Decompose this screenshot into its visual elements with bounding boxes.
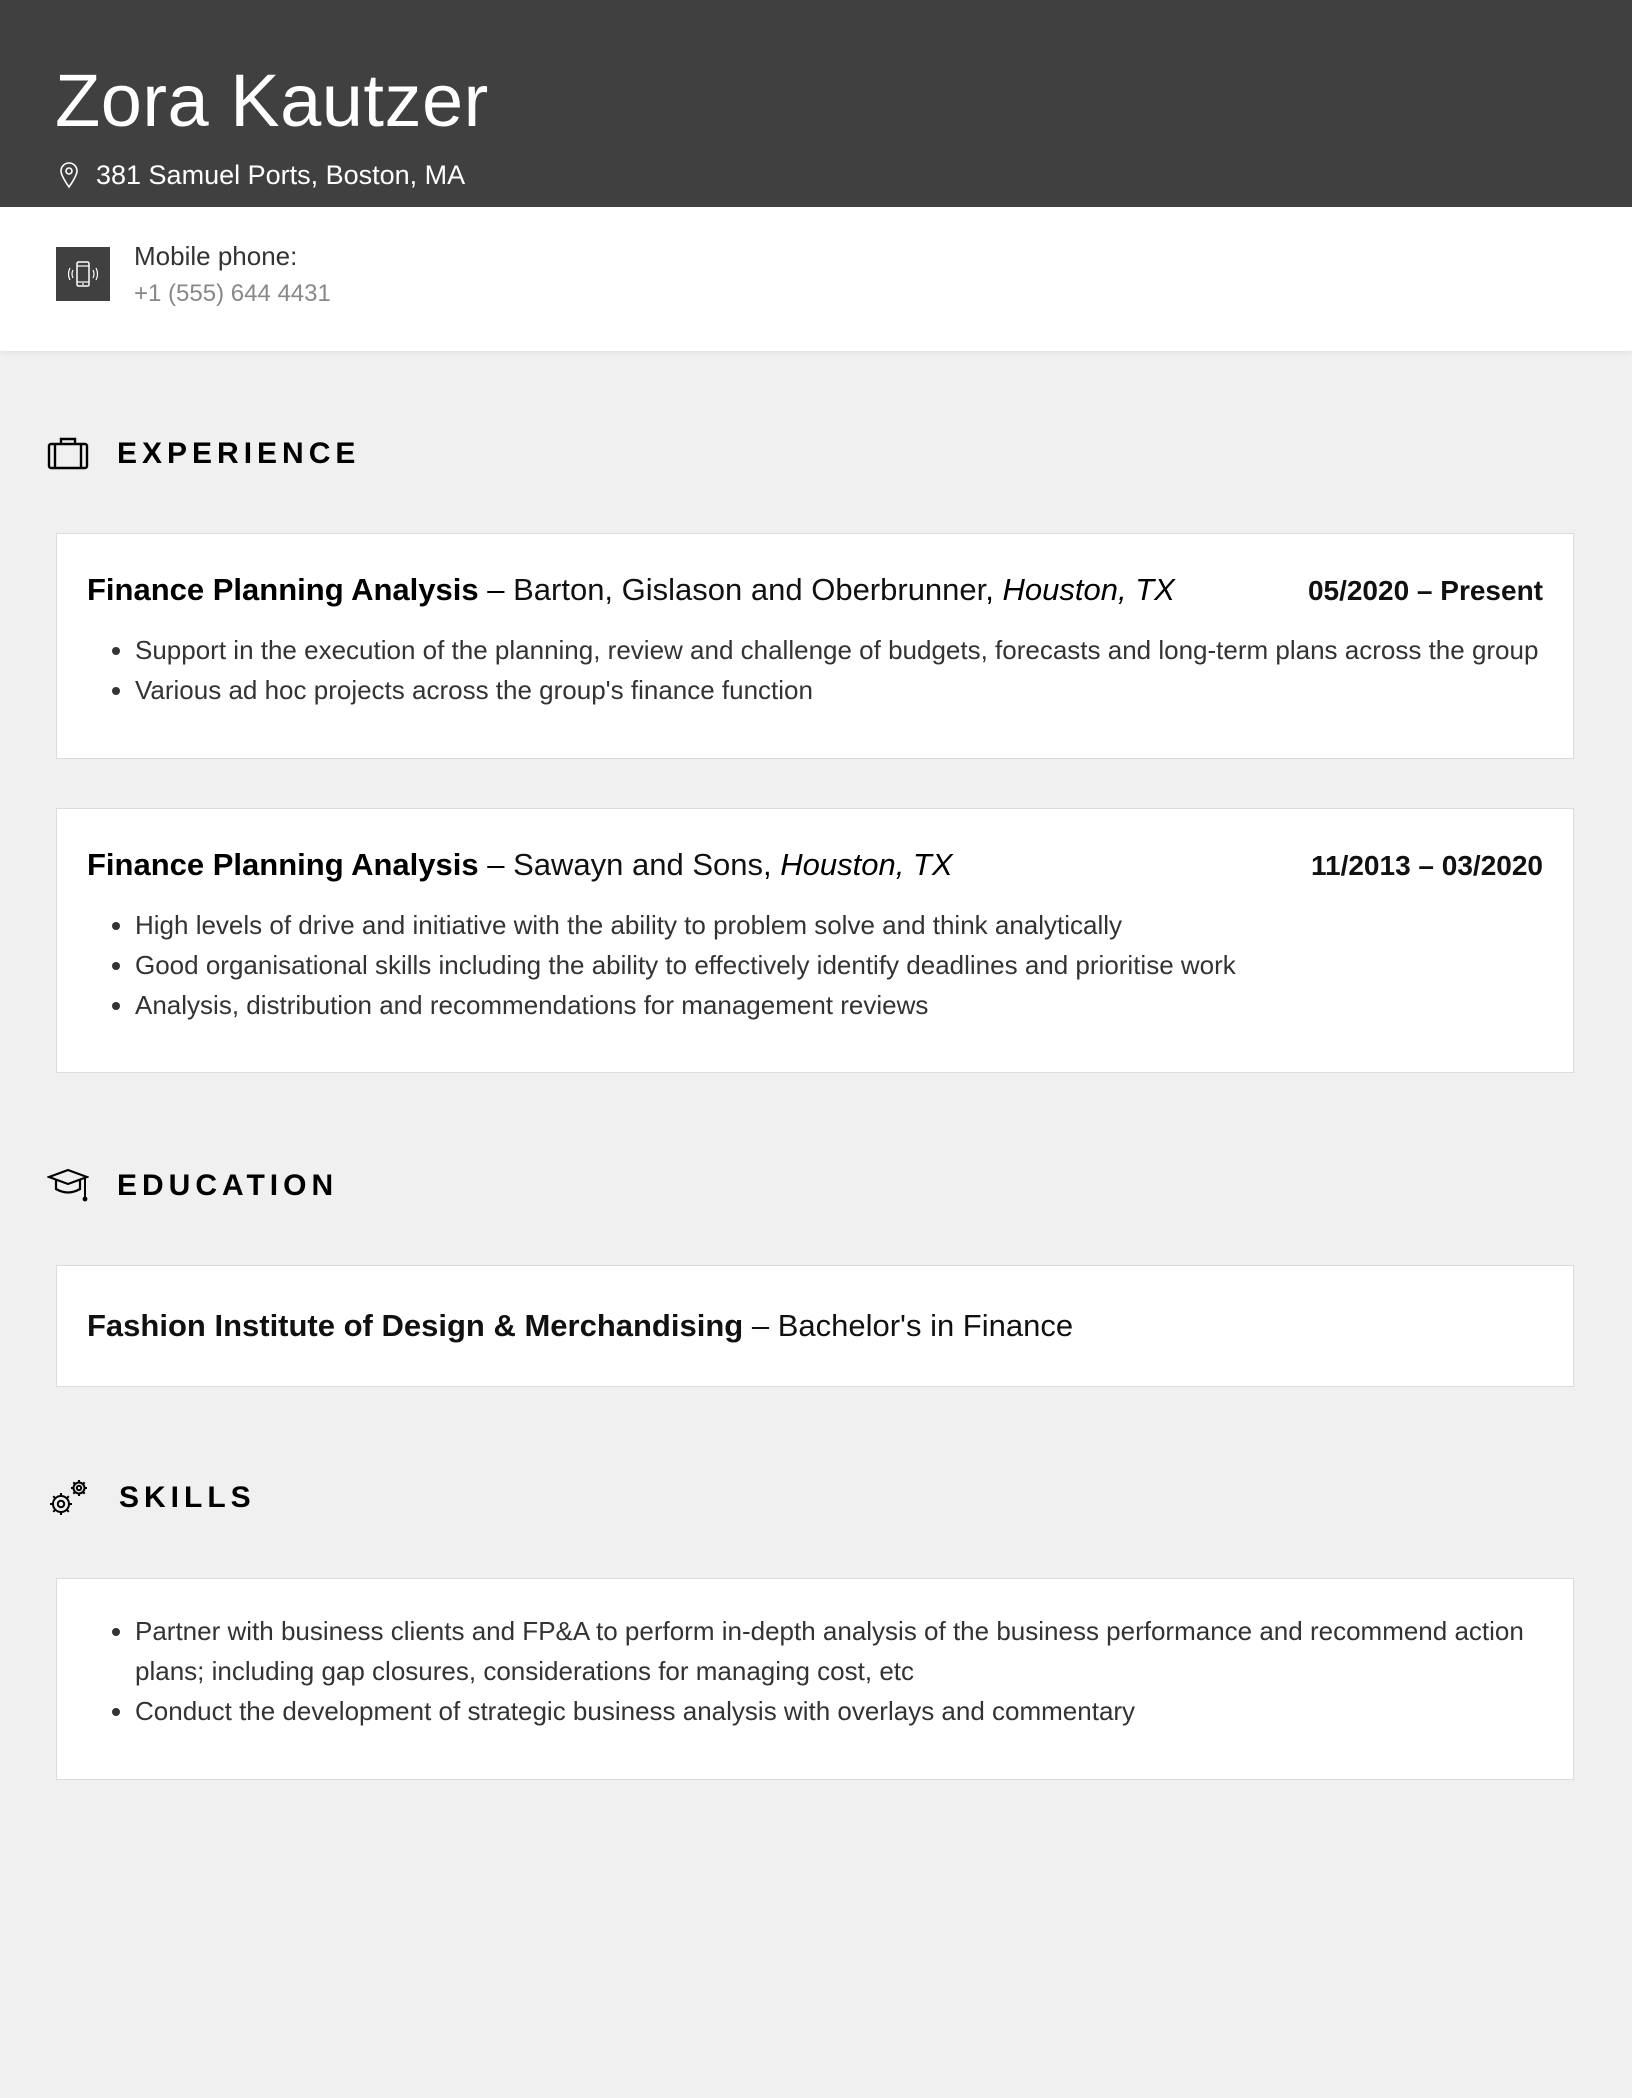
job-title-line bbox=[87, 570, 1175, 610]
job-header bbox=[87, 845, 1543, 886]
job-title-line bbox=[87, 845, 953, 885]
phone-label: Mobile phone: bbox=[134, 241, 298, 271]
graduation-cap-icon bbox=[47, 1167, 89, 1205]
location-pin-icon bbox=[58, 161, 80, 189]
contact-bar bbox=[0, 207, 1632, 351]
skills-title: SKILLS bbox=[119, 1481, 256, 1514]
address-line bbox=[58, 157, 465, 193]
experience-card-2 bbox=[56, 808, 1574, 1073]
list-item: • High levels of drive and initiative with the ability to problem solve and think analytically bbox=[135, 905, 1543, 945]
education-card bbox=[56, 1265, 1574, 1387]
job-dates: 11/2013 – 03/2020 bbox=[1310, 850, 1543, 881]
education-heading bbox=[47, 1167, 338, 1205]
dash-separator: – bbox=[478, 572, 514, 607]
comma-separator: , bbox=[763, 847, 781, 882]
list-item: • Good organisational skills including the ability to effectively identify deadlines and prioritise work bbox=[135, 945, 1543, 985]
experience-card-1 bbox=[56, 533, 1574, 759]
comma-separator: , bbox=[985, 572, 1003, 607]
list-item: • Conduct the development of strategic business analysis with overlays and commentary bbox=[135, 1691, 1543, 1731]
job-company: Sawayn and Sons bbox=[513, 847, 763, 882]
dash-separator: – bbox=[743, 1308, 778, 1343]
resume-header bbox=[0, 0, 1632, 207]
briefcase-icon bbox=[47, 436, 89, 472]
job-company: Barton, Gislason and Oberbrunner bbox=[513, 572, 986, 607]
list-item: • Various ad hoc projects across the group's finance function bbox=[135, 670, 1543, 710]
gears-icon bbox=[47, 1477, 91, 1519]
job-header bbox=[87, 570, 1543, 611]
degree-name: Bachelor's in Finance bbox=[777, 1308, 1074, 1343]
list-item: • Partner with business clients and FP&A to perform in-depth analysis of the business performance and recommend action plans; including gap closures, considerations for managing cost, etc bbox=[135, 1611, 1543, 1691]
education-line bbox=[87, 1306, 1073, 1346]
job-location: Houston, TX bbox=[780, 847, 953, 882]
list-item: • Support in the execution of the planning, review and challenge of budgets, forecasts and long-term plans across the group bbox=[135, 630, 1543, 670]
list-item: • Analysis, distribution and recommendations for management reviews bbox=[135, 985, 1543, 1025]
skills-card bbox=[56, 1578, 1574, 1780]
job-dates: 05/2020 – Present bbox=[1307, 575, 1543, 606]
experience-heading bbox=[47, 436, 360, 472]
job-bullets bbox=[87, 630, 1543, 710]
address-text: 381 Samuel Ports, Boston, MA bbox=[96, 160, 466, 190]
phone-icon-box bbox=[56, 247, 110, 301]
job-role: Finance Planning Analysis bbox=[87, 847, 479, 882]
skills-list bbox=[87, 1611, 1543, 1731]
job-role: Finance Planning Analysis bbox=[87, 572, 479, 607]
job-bullets bbox=[87, 905, 1543, 1025]
mobile-phone-icon bbox=[66, 257, 100, 291]
job-location: Houston, TX bbox=[1002, 572, 1175, 607]
dash-separator: – bbox=[478, 847, 514, 882]
skills-heading bbox=[47, 1477, 256, 1519]
candidate-name: Zora Kautzer bbox=[55, 59, 489, 142]
education-title: EDUCATION bbox=[117, 1169, 339, 1202]
phone-number: +1 (555) 644 4431 bbox=[134, 280, 331, 307]
school-name: Fashion Institute of Design & Merchandising bbox=[87, 1308, 744, 1343]
experience-title: EXPERIENCE bbox=[117, 437, 361, 470]
